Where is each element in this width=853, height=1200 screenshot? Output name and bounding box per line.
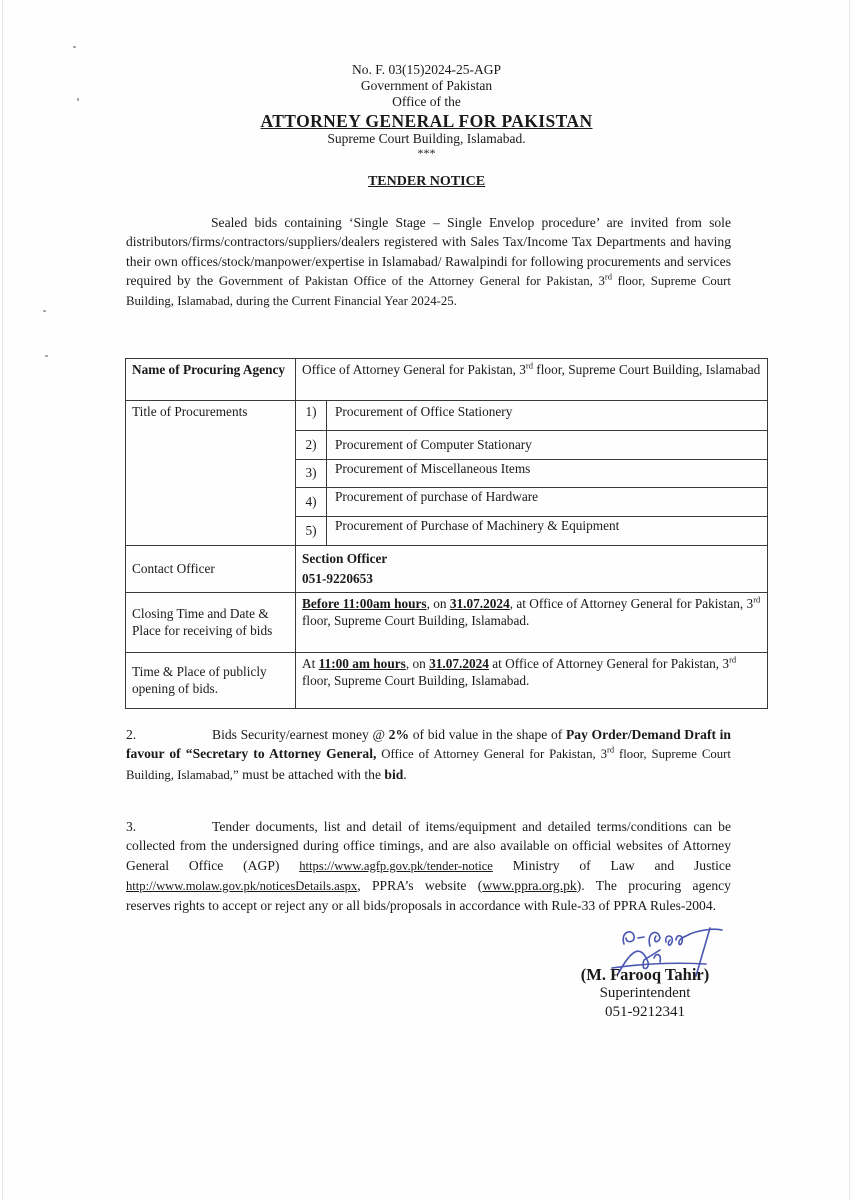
value-procuring-agency [296,359,768,401]
procurement-title: Procurement of purchase of Hardware [327,488,768,517]
molaw-website-link[interactable]: http://www.molaw.gov.pk/noticesDetails.aspx [126,878,358,893]
paragraph-number: 2. [126,727,137,742]
letterhead [0,62,853,159]
tender-details-table [125,358,768,709]
intro-text-small: Government of Pakistan Office of the Attorney General for Pakistan, 3 [218,273,605,288]
intro-text: Sealed bids containing ‘Single Stage – Single Envelop procedure’ are invited from sole distributors/firms/contractors/suppliers/dealers registered with Sales Tax/Income Tax Departments and having their own offices/stock/manpower/expertise in Islamabad/ Rawalpindi for following procurements and services required by the [126,215,731,288]
table-row-procurement [126,401,768,431]
superscript: rd [729,654,737,665]
label-closing-time: Closing Time and Date & Place for receiving of bids [126,593,296,653]
closing-date: 31.07.2024 [449,596,510,611]
security-percent: 2% [388,727,410,742]
procurement-number: 4) [296,488,327,517]
value-closing-time [296,593,768,653]
contact-officer-phone: 051-9220653 [302,571,373,586]
page-title: TENDER NOTICE [367,174,486,189]
office-of-label: Office of the [392,94,461,109]
label-title-of-procurements: Title of Procurements [126,401,296,546]
text: must be attached with the [238,766,385,782]
value-opening-time [296,653,768,709]
procurement-number: 1) [296,401,327,431]
text: of bid value in the shape of [409,727,566,742]
table-row-opening [126,653,768,709]
signatory-name: (M. Farooq Tahir) [580,965,710,984]
procurement-title: Procurement of Miscellaneous Items [327,460,768,488]
procurement-title: Procurement of Purchase of Machinery & Equipment [327,517,768,546]
reference-number: No. F. 03(15)2024-25-AGP [352,62,501,77]
text: Tender documents, list and detail of items/equipment and detailed terms/conditions can be collected from the undersigned during office timings, and are also available on official websites of Attorney General Office (AGP) [126,819,731,873]
procurement-title: Procurement of Computer Stationary [327,431,768,460]
text: bid [384,766,404,782]
label-procuring-agency: Name of Procuring Agency [126,359,296,401]
value-contact-officer [296,546,768,593]
text: Ministry of Law and Justice [492,857,731,873]
organization-name: ATTORNEY GENERAL FOR PAKISTAN [260,111,593,131]
intro-paragraph [126,213,731,311]
table-row-closing [126,593,768,653]
text: floor, Supreme Court Building, Islamabad,” [126,747,731,782]
separator-stars: *** [417,146,436,160]
text: floor, Supreme Court Building, Islamabad. [302,672,530,688]
scan-speck [45,355,48,357]
text: floor, Supreme Court Building, Islamabad. [302,612,530,628]
superscript: rd [525,360,533,371]
text: , PPRA’s website ( [357,877,483,893]
closing-time: Before 11:00am hours [302,596,427,611]
signatory-phone: 051-9212341 [605,1004,685,1020]
table-row-contact-officer [126,546,768,593]
agp-website-link[interactable]: https://www.agfp.gov.pk/tender-notice [299,858,493,873]
government-name: Government of Pakistan [360,78,493,93]
ppra-website-link[interactable]: www.ppra.org.pk [482,877,577,893]
text: Office of Attorney General for Pakistan, 3 [376,747,607,762]
procurement-title: Procurement of Office Stationery [327,401,768,431]
agency-text: Office of Attorney General for Pakistan, 3 [302,362,526,377]
opening-date: 31.07.2024 [429,656,489,671]
opening-time: 11:00 am hours [318,656,406,671]
text: at Office of Attorney General for Pakistan, 3 [488,656,730,671]
paragraph-bid-security [126,725,731,785]
text: At [302,656,319,671]
paragraph-number: 3. [126,819,137,834]
procurement-number: 5) [296,517,327,546]
scan-speck [73,46,76,48]
payee-text: Pay Order/Demand Draft in favour of “Secretary to Attorney General, [126,727,731,762]
label-contact-officer: Contact Officer [126,546,296,593]
text: . [403,766,407,782]
superscript: rd [604,271,612,282]
signatory-block [560,965,730,1022]
label-opening-time: Time & Place of publicly opening of bids. [126,653,296,709]
table-row-procuring-agency [126,359,768,401]
intro-text-end: floor, Supreme Court Building, Islamabad, during the Current Financial Year 2024-25. [126,273,731,309]
procurement-number: 3) [296,460,327,488]
organization-address: Supreme Court Building, Islamabad. [327,131,526,146]
text: Bids Security/earnest money @ [212,727,389,742]
paragraph-tender-documents [126,817,731,915]
signatory-designation: Superintendent [599,985,691,1001]
text: , at Office of Attorney General for Pakistan, 3 [509,596,754,611]
text: ). The procuring agency reserves rights to accept or reject any or all bids/proposals in accordance with Rule-33 of PPRA Rules-2004. [126,877,731,914]
scan-speck [43,310,46,312]
superscript: rd [753,594,761,605]
superscript: rd [606,744,615,755]
text: , on [405,656,430,671]
agency-text-end: floor, Supreme Court Building, Islamabad [532,362,761,377]
procurement-number: 2) [296,431,327,460]
contact-officer-title: Section Officer [302,551,388,566]
text: , on [426,596,450,611]
